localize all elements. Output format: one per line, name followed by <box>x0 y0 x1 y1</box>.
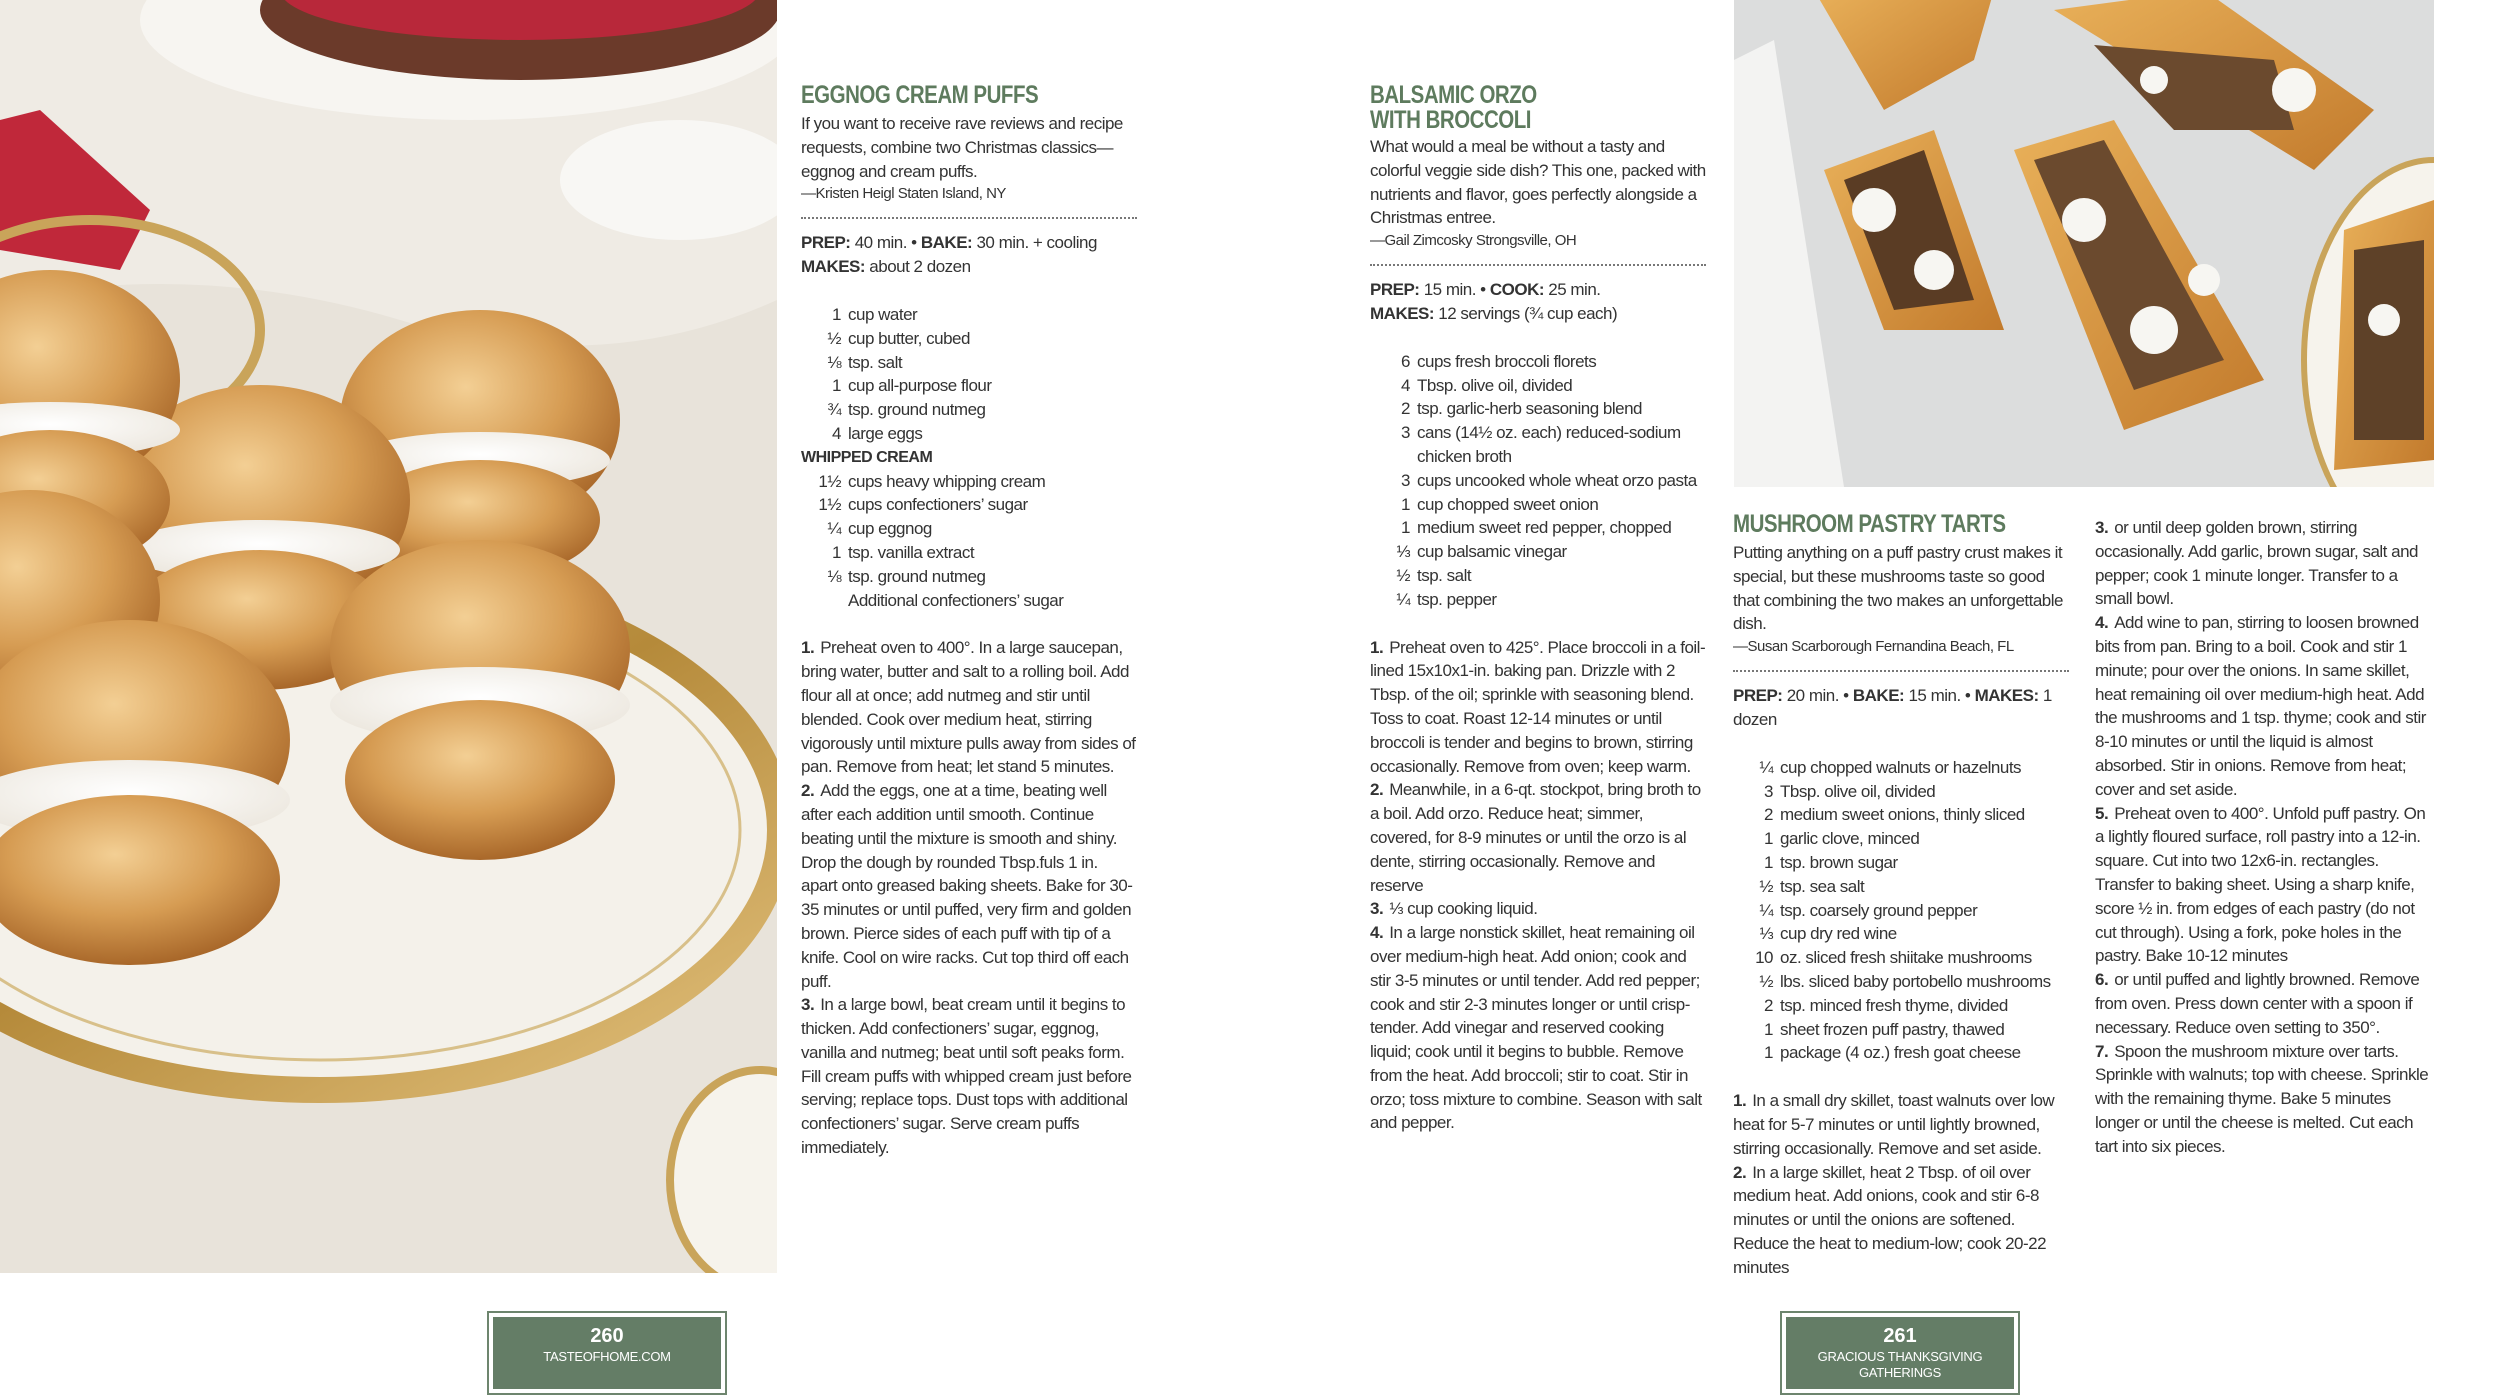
mushroom-recipe <box>1733 512 2069 1280</box>
recipe-title-line1: BALSAMIC ORZO <box>1370 81 1537 109</box>
ingredient-item: ½ cup butter, cubed <box>827 328 970 348</box>
ingredient-item: 2 tsp. garlic-herb seasoning blend <box>1401 399 1642 419</box>
method-steps <box>2095 516 2431 1159</box>
ingredient-item: 2 tsp. minced fresh thyme, divided <box>1764 995 2008 1015</box>
ingredient-item: 1 cup chopped sweet onion <box>1401 494 1599 514</box>
ingredient-item: 1 sheet frozen puff pastry, thawed <box>1764 1019 2005 1039</box>
recipe-intro: Putting anything on a puff pastry crust makes it special, but these mushrooms taste so good that combining the two makes an unforgettable dish. <box>1733 543 2063 634</box>
divider <box>1370 264 1706 266</box>
ingredient-item: ¼ tsp. pepper <box>1396 589 1497 609</box>
recipe-title-line2: WITH BROCCOLI <box>1370 106 1532 134</box>
ingredient-item: ⅛ tsp. salt <box>827 352 903 372</box>
ingredient-item: ⅓ cup balsamic vinegar <box>1396 542 1567 562</box>
sub-heading: WHIPPED CREAM <box>801 448 933 466</box>
ingredient-item: 2 medium sweet onions, thinly sliced <box>1764 805 2025 825</box>
recipe-times: PREP: 40 min. • BAKE: 30 min. + cooling <box>801 233 1097 253</box>
ingredient-item: ¾ tsp. ground nutmeg <box>827 400 986 420</box>
recipe-byline: —Kristen Heigl Staten Island, NY <box>801 185 1006 203</box>
ingredient-item: 6 cups fresh broccoli florets <box>1401 351 1597 371</box>
recipe-yield: MAKES: about 2 dozen <box>801 257 971 277</box>
recipe-byline: —Susan Scarborough Fernandina Beach, FL <box>1733 638 2014 656</box>
step-item: 3. ⅓ cup cooking liquid. <box>1370 899 1538 919</box>
step-item: 4. Add wine to pan, stirring to loosen browned bits from pan. Bring to a boil. Cook and stir 1 minute; pour over the onions. In same skillet, heat remaining oil over medium-high heat. Add the mushrooms and 1 tsp. thyme; cook and stir 8-10 minutes or until the liquid is almost absorbed. Stir in onions. Remove from heat; cover and set aside. <box>2095 613 2426 799</box>
ingredient-item: Additional confectioners’ sugar <box>848 590 1064 610</box>
step-item: 7. Spoon the mushroom mixture over tarts. Sprinkle with walnuts; top with cheese. Sprinkle with the remaining thyme. Bake 5 minutes longer or until the cheese is melted. Cut each tart into six pieces. <box>2095 1041 2429 1156</box>
step-item: 3. or until deep golden brown, stirring occasionally. Add garlic, brown sugar, salt and pepper; cook 1 minute longer. Transfer to a small bowl. <box>2095 518 2418 609</box>
ingredient-item: 1 tsp. brown sugar <box>1764 852 1898 872</box>
recipe-byline: —Gail Zimcosky Strongsville, OH <box>1370 232 1577 250</box>
step-item: 6. or until puffed and lightly browned. Remove from oven. Press down center with a spoon if necessary. Reduce oven setting to 350°. <box>2095 970 2420 1037</box>
cream-puffs-photo <box>0 0 777 1273</box>
ingredient-item: ⅓ cup dry red wine <box>1759 924 1897 944</box>
ingredient-item: 1½ cups confectioners’ sugar <box>818 495 1028 515</box>
ingredient-list <box>1733 756 2069 1065</box>
page-number: 260 <box>590 1325 624 1347</box>
ingredient-item: ½ lbs. sliced baby portobello mushrooms <box>1759 971 2051 991</box>
ingredient-item: 1 cup water <box>832 304 918 324</box>
folio-label: GRACIOUS THANKSGIVING GATHERINGS <box>1817 1349 1983 1380</box>
ingredient-item: ¼ cup chopped walnuts or hazelnuts <box>1759 757 2022 777</box>
step-item: 2. In a large skillet, heat 2 Tbsp. of oil over medium heat. Add onions, cook and stir 6-8 minutes or until the onions are softened. Reduce the heat to medium-low; cook 20-22 minutes <box>1733 1162 2047 1277</box>
ingredient-item: ¼ cup eggnog <box>827 519 932 539</box>
mushroom-steps-continued <box>2095 516 2431 1159</box>
recipe-times: PREP: 20 min. • BAKE: 15 min. • MAKES: 1 dozen <box>1733 686 2052 729</box>
ingredient-item: 1 medium sweet red pepper, chopped <box>1401 518 1672 538</box>
method-steps <box>1370 636 1706 1136</box>
ingredient-item: 1 cup all-purpose flour <box>832 376 992 396</box>
ingredient-list <box>1370 350 1706 612</box>
ingredient-item: ⅛ tsp. ground nutmeg <box>827 566 986 586</box>
recipe-title: EGGNOG CREAM PUFFS <box>801 81 1039 109</box>
ingredient-list <box>801 303 1137 446</box>
ingredient-item: 3 cups uncooked whole wheat orzo pasta <box>1401 470 1697 490</box>
step-item: 1. Preheat oven to 400°. In a large saucepan, bring water, butter and salt to a rolling boil. Add flour all at once; add nutmeg and stir until blended. Cook over medium heat, stirring vigorously until mixture pulls away from sides of pan. Remove from heat; let stand 5 minutes. <box>801 638 1136 777</box>
recipe-intro: If you want to receive rave reviews and recipe requests, combine two Christmas classics—eggnog and cream puffs. <box>801 114 1123 181</box>
step-item: 1. Preheat oven to 425°. Place broccoli in a foil-lined 15x10x1-in. baking pan. Drizzle with 2 Tbsp. of the oil; sprinkle with seasoning blend. Toss to coat. Roast 12-14 minutes or until broccoli is tender and begins to brown, stirring occasionally. Remove from oven; keep warm. <box>1370 637 1706 776</box>
folio-left <box>487 1311 727 1395</box>
method-steps <box>801 636 1137 1160</box>
divider <box>801 217 1137 219</box>
ingredient-item: ½ tsp. salt <box>1396 565 1472 585</box>
ingredient-item: 3 cans (14½ oz. each) reduced-sodium <box>1401 423 1681 443</box>
ingredient-item: 10 oz. sliced fresh shiitake mushrooms <box>1755 948 2032 968</box>
folio-label: TASTEOFHOME.COM <box>543 1349 671 1364</box>
method-steps <box>1733 1089 2069 1279</box>
ingredient-item: 4 Tbsp. olive oil, divided <box>1401 375 1573 395</box>
step-item: 4. In a large nonstick skillet, heat remaining oil over medium-high heat. Add onion; cook and stir 3-5 minutes or until tender. Add red pepper; cook and stir 2-3 minutes longer or until crisp-tender. Add vinegar and reserved cooking liquid; cook until it begins to bubble. Remove from the heat. Add broccoli; stir to coat. Stir in orzo; toss mixture to combine. Season with salt and pepper. <box>1370 923 1702 1133</box>
mushroom-tarts-photo <box>1734 0 2434 487</box>
folio-right <box>1780 1311 2020 1395</box>
ingredient-item: ¼ tsp. coarsely ground pepper <box>1759 900 1978 920</box>
ingredient-list <box>801 470 1137 613</box>
recipe-yield: MAKES: 12 servings (¾ cup each) <box>1370 303 1618 323</box>
orzo-recipe <box>1370 83 1706 1135</box>
ingredient-item: chicken broth <box>1417 446 1512 466</box>
step-item: 2. Meanwhile, in a 6-qt. stockpot, bring broth to a boil. Add orzo. Reduce heat; simmer, covered, for 8-9 minutes or until the orzo is al dente, stirring occasionally. Remove and reserve <box>1370 780 1701 895</box>
divider <box>1733 670 2069 672</box>
ingredient-item: 1 garlic clove, minced <box>1764 829 1920 849</box>
step-item: 3. In a large bowl, beat cream until it begins to thicken. Add confectioners’ sugar, eggnog, vanilla and nutmeg; beat until soft peaks form. Fill cream puffs with whipped cream just before serving; replace tops. Dust tops with additional confectioners’ sugar. Serve cream puffs immediately. <box>801 995 1132 1158</box>
recipe-intro: What would a meal be without a tasty and colorful veggie side dish? This one, packed with nutrients and flavor, goes perfectly alongside a Christmas entree. <box>1370 137 1706 228</box>
step-item: 5. Preheat oven to 400°. Unfold puff pastry. On a lightly floured surface, roll pastry into a 12-in. square. Cut into two 12x6-in. rectangles. Transfer to baking sheet. Using a sharp knife, score ½ in. from edges of each pastry (do not cut through). Using a fork, poke holes in the pastry. Bake 10-12 minutes <box>2095 803 2426 966</box>
recipe-times: PREP: 15 min. • COOK: 25 min. <box>1370 280 1601 300</box>
step-item: 2. Add the eggs, one at a time, beating well after each addition until smooth. Continue beating until the mixture is smooth and shiny. Drop the dough by rounded Tbsp.fuls 1 in. apart onto greased baking sheets. Bake for 30-35 minutes or until puffed, very firm and golden brown. Pierce sides of each puff with tip of a knife. Cool on wire racks. Cut top third off each puff. <box>801 781 1133 991</box>
ingredient-item: 1½ cups heavy whipping cream <box>818 471 1046 491</box>
ingredient-item: 1 package (4 oz.) fresh goat cheese <box>1764 1043 2021 1063</box>
eggnog-recipe <box>801 83 1137 1160</box>
recipe-title: MUSHROOM PASTRY TARTS <box>1733 510 2006 538</box>
ingredient-item: 3 Tbsp. olive oil, divided <box>1764 781 1936 801</box>
ingredient-item: ½ tsp. sea salt <box>1759 876 1865 896</box>
step-item: 1. In a small dry skillet, toast walnuts over low heat for 5-7 minutes or until lightly browned, stirring occasionally. Remove and set aside. <box>1733 1091 2055 1158</box>
ingredient-item: 1 tsp. vanilla extract <box>832 542 975 562</box>
ingredient-item: 4 large eggs <box>832 423 923 443</box>
page-number: 261 <box>1883 1325 1917 1347</box>
